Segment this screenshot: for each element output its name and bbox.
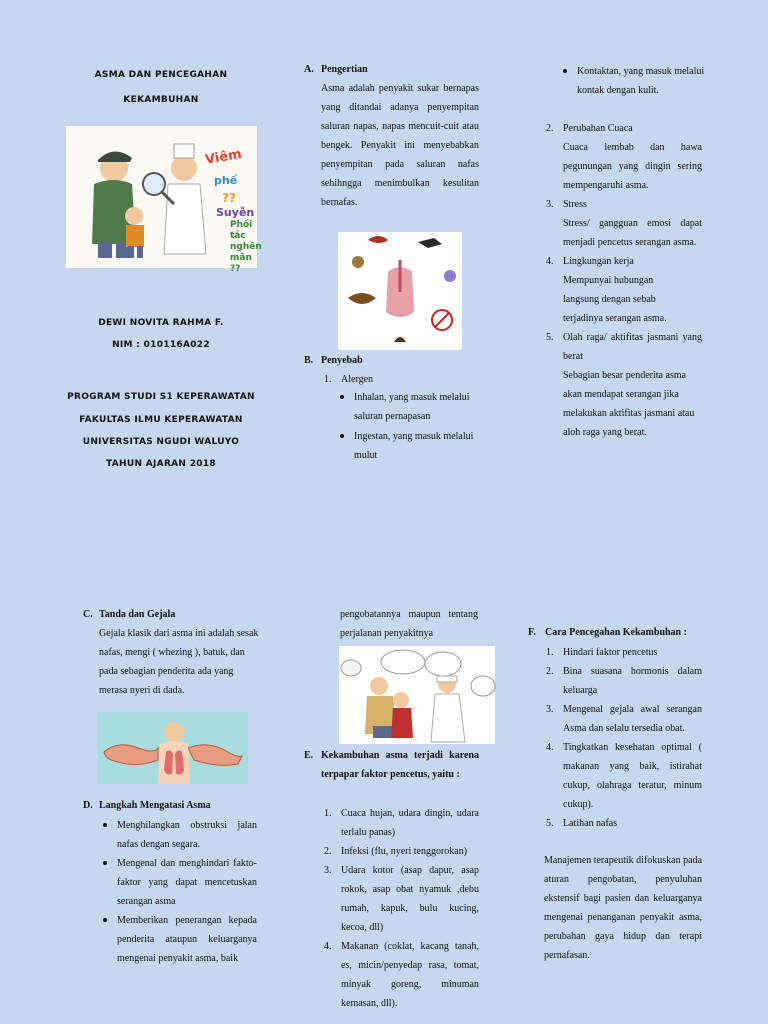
list-item-text: Hindari faktor pencetus	[563, 647, 658, 658]
cause-title: Olah raga/ aktifitas jasmani yang berat	[563, 332, 702, 362]
section-b-letter: B.	[304, 355, 314, 366]
cause-text: Stress/ gangguan emosi dapat menjadi pencetus serangan asma.	[563, 218, 702, 248]
bullet-icon	[103, 823, 107, 827]
list-item-text: Memberikan penerangan kepada penderita ataupun keluarganya mengenai penyakit asma, baik	[117, 915, 257, 964]
section-f-title: Cara Pencegahan Kekambuhan :	[545, 627, 687, 638]
section-a-text: Asma adalah penyakit sukar bernapas yang ditandai adanya penyempitan saluran napas, napas mencuit-cuit atau bengek. Penyakit ini menyebabkan penyempitan pada saluran nafas sehihngga menimbulkan kesulitan bernafas.	[321, 83, 479, 208]
list-item-text: Mengenal dan menghindari fakto-faktor yang dapat mencetuskan serangan asma	[117, 858, 257, 907]
institution-line2: FAKULTAS ILMU KEPERAWATAN	[79, 415, 243, 425]
svg-text:??: ??	[222, 191, 236, 205]
cause-number: 2.	[546, 123, 554, 134]
list-item	[546, 700, 702, 738]
list-item-text: Bina suasana hormonis dalam keluarga	[563, 666, 702, 696]
section-a-letter: A.	[304, 64, 314, 75]
section-d-list	[103, 816, 257, 968]
cause-text: Cuaca lembab dan hawa pegunungan yang dingin sering mempengaruhi asma.	[563, 142, 702, 191]
section-d-continuation: pengobatannya maupun tentang perjalanan penyakitnya	[340, 609, 478, 639]
cover-caption: Phối tắc nghẽn mãn ??	[230, 220, 262, 274]
list-item-text: Tingkatkan kesehatan optimal ( makanan yang baik, istirahat cukup, olahraga teratur, minum cukup).	[563, 742, 702, 810]
section-d-title: Langkah Mengatasi Asma	[99, 800, 211, 811]
cause-item	[546, 252, 702, 328]
list-item	[546, 814, 702, 833]
svg-text:Viêm: Viêm	[204, 146, 243, 168]
list-item	[103, 854, 257, 911]
list-item-number: 2.	[324, 846, 332, 857]
list-item	[324, 804, 479, 842]
bullet-icon	[563, 69, 567, 73]
section-e-list	[324, 804, 479, 1013]
section-b-sublist	[340, 388, 490, 465]
institution-line4: TAHUN AJARAN 2018	[106, 459, 216, 469]
cause-item	[546, 195, 702, 252]
list-item-text: Inhalan, yang masuk melalui saluran pernapasan	[354, 392, 470, 422]
cause-list	[546, 119, 702, 442]
section-c-letter: C.	[83, 609, 93, 620]
section-b-title: Penyebab	[321, 355, 363, 366]
list-item-number: 2.	[546, 666, 554, 677]
cause-text: Sebagian besar penderita asma akan mendapat serangan jika melakukan aktifitas jasmani atau aloh raga yang berat.	[563, 370, 695, 438]
list-item	[563, 62, 727, 100]
list-item	[340, 427, 490, 465]
svg-text:Suyễn: Suyễn	[216, 206, 255, 219]
list-item	[546, 738, 702, 814]
list-item	[324, 842, 479, 861]
list-item-number: 5.	[546, 818, 554, 829]
list-item-number: 1.	[546, 647, 554, 658]
cause-title: Stress	[563, 199, 587, 210]
list-item-number: 3.	[546, 704, 554, 715]
list-item-number: 1.	[324, 808, 332, 819]
section-f-list	[546, 643, 702, 833]
cause-text: Mempunyai hubungan langsung dengan sebab terjadinya serangan asma.	[563, 275, 667, 324]
bullet-icon	[103, 918, 107, 922]
list-item-text: Cuaca hujan, udara dingin, udara terlalu panas)	[341, 808, 479, 838]
list-item	[546, 643, 702, 662]
list-item	[103, 816, 257, 854]
lungs-illustration	[98, 712, 248, 784]
list-item	[546, 662, 702, 700]
section-f-letter: F.	[528, 627, 536, 638]
list-item-number: 4.	[546, 742, 554, 753]
bullet-icon	[340, 434, 344, 438]
list-item-number: 4.	[324, 941, 332, 952]
student-id: NIM : 010116A022	[112, 340, 210, 350]
asthma-triggers-illustration	[338, 232, 462, 350]
list-item-number: 3.	[324, 865, 332, 876]
list-item	[324, 937, 479, 1013]
list-item-text: Menghilangkan obstruksi jalan nafas dengan segara.	[117, 820, 257, 850]
section-e-letter: E.	[304, 750, 314, 761]
list-item-text: Mengenal gejala awal serangan Asma dan selalu tersedia obat.	[563, 704, 702, 734]
bullet-icon	[103, 861, 107, 865]
cause-number: 4.	[546, 256, 554, 267]
cause-title: Lingkungan kerja	[563, 256, 634, 267]
list-item-text: Makanan (coklat, kacang tanah, es, micin/penyedap rasa, tomat, minyak goreng, minuman kemasan, dll).	[341, 941, 479, 1009]
list-item-text: Udara kotor (asap dapur, asap rokok, asap obat nyamuk ,debu rumah, kapuk, bulu kucing, kecoa, dll)	[341, 865, 479, 933]
cover-illustration	[66, 126, 262, 274]
cause-item	[546, 119, 702, 195]
list-item	[324, 861, 479, 937]
section-c-text: Gejala klasik dari asma ini adalah sesak nafas, mengi ( whezing ), batuk, dan pada sebagian penderita ada yang merasa nyeri di dada.	[99, 628, 259, 696]
section-b-item1-number: 1.	[324, 374, 332, 385]
list-item	[340, 388, 490, 426]
institution-line3: UNIVERSITAS NGUDI WALUYO	[82, 437, 240, 447]
doctor-patient-illustration	[339, 646, 495, 744]
brochure-title-line1: ASMA DAN PENCEGAHAN	[94, 70, 228, 80]
svg-text:phế: phế	[214, 174, 238, 187]
section-e-title: Kekambuhan asma terjadi karena terpapar faktor pencetus, yaitu :	[321, 750, 479, 780]
list-item-text: Kontaktan, yang masuk melalui kontak dengan kulit.	[577, 66, 705, 96]
cause-title: Perubahan Cuaca	[563, 123, 633, 134]
list-item-text: Infeksi (flu, nyeri tenggorokan)	[341, 846, 468, 857]
brochure-title-line2: KEKAMBUHAN	[123, 95, 199, 105]
author-name: DEWI NOVITA RAHMA F.	[98, 318, 224, 328]
list-item	[103, 911, 257, 968]
closing-paragraph: Manajemen terapeutik difokuskan pada aturan pengobatan, penyuluhan ekstensif bagi pasien dan keluarganya mengenai penanganan penyakit asma, perubahan gaya hidup dan terapi pernafasan.	[544, 855, 702, 961]
cause-number: 3.	[546, 199, 554, 210]
section-d-letter: D.	[83, 800, 93, 811]
list-item-text: Ingestan, yang masuk melalui mulut	[354, 431, 474, 461]
institution-line1: PROGRAM STUDI S1 KEPERAWATAN	[67, 392, 255, 402]
section-b-item1: Alergen	[341, 374, 374, 385]
list-item-text: Latihan nafas	[563, 818, 618, 829]
cause-item	[546, 328, 702, 442]
bullet-icon	[340, 395, 344, 399]
cause-number: 5.	[546, 332, 554, 343]
section-a-title: Pengertian	[321, 64, 368, 75]
section-c-title: Tanda dan Gejala	[99, 609, 176, 620]
